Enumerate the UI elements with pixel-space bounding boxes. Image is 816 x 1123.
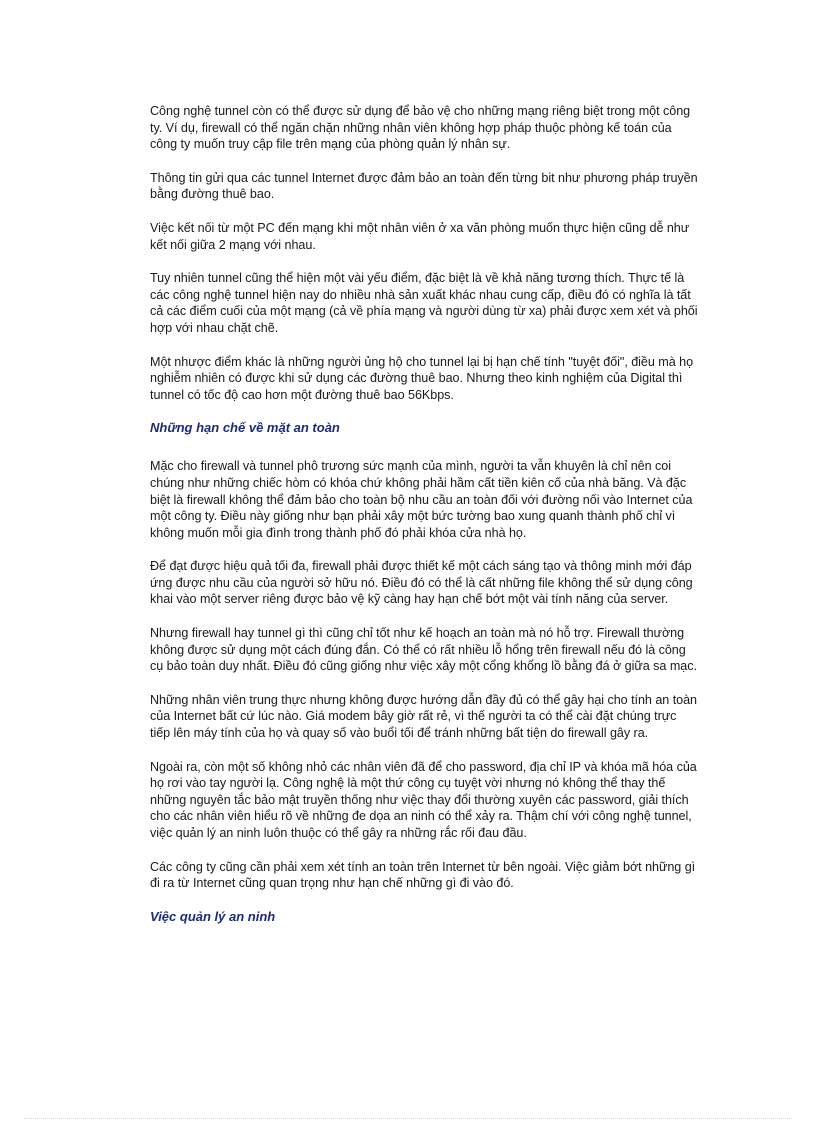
- paragraph-tunnel-weakness: Tuy nhiên tunnel cũng thể hiện một vài yếu điểm, đặc biệt là về khả năng tương thích. Thực tế là các công nghệ tunnel hiện nay do nhiều nhà sản xuất khác nhau cung cấp, điều đó có nghĩa là tất cả các điểm cuối của một mạng (cả về phía mạng và người dùng từ xa) phải được xem xét và phối hợp với nhau chặt chẽ.: [150, 271, 698, 335]
- paragraph-honest-employees: Những nhân viên trung thực nhưng không được hướng dẫn đầy đủ có thể gây hại cho tính an toàn của Internet bất cứ lúc nào. Giá modem bây giờ rất rẻ, vì thế người ta có thể cài đặt chúng trực tiếp lên máy tính của họ và quay số vào buổi tối để tránh những bất tiện do firewall gây ra.: [150, 692, 697, 741]
- document-page: [150, 103, 698, 947]
- paragraph-tunnel-bit-security: Thông tin gửi qua các tunnel Internet được đảm bảo an toàn đến từng bit như phương pháp truyền bằng đường thuê bao.: [150, 170, 698, 202]
- paragraph-outside-security: Các công ty cũng cần phải xem xét tính an toàn trên Internet từ bên ngoài. Việc giảm bớt những gì đi ra từ Internet cũng quan trọng như hạn chế những gì đi vào đó.: [150, 859, 696, 891]
- paragraph-remote-connection: Việc kết nối từ một PC đến mạng khi một nhân viên ở xa văn phòng muốn thực hiện cũng dễ như kết nối giữa 2 mạng với nhau.: [150, 220, 690, 252]
- paragraph-firewall-holes: Nhưng firewall hay tunnel gì thì cũng chỉ tốt như kế hoạch an toàn mà nó hỗ trợ. Firewall thường không được sử dụng một cách đúng đắn. Có thể có rất nhiều lỗ hổng trên firewall nếu đó là công cụ bảo toàn duy nhất. Điều đó cũng giống như việc xây một cổng khổng lồ bằng đá ở giữa sa mạc.: [150, 626, 697, 674]
- paragraph-firewall-strength: Mặc cho firewall và tunnel phô trương sức mạnh của mình, người ta vẫn khuyên là chỉ nên coi chúng như những chiếc hòm có khóa chứ không phải hầm cất tiền kiên cố của nhà băng. Và đặc biệt là firewall không thể đảm bảo cho toàn bộ nhu cầu an toàn đối với đường nối vào Internet của một công ty. Điều này giống như bạn phải xây một bức tường bao xung quanh thành phố chỉ vì không muốn mỗi gia đình trong thành phố đó phải khóa cửa nhà họ.: [150, 459, 693, 540]
- section-heading-security-management: Việc quản lý an ninh: [150, 908, 276, 924]
- paragraph-password-leaks: Ngoài ra, còn một số không nhỏ các nhân viên đã để cho password, địa chỉ IP và khóa mã hóa của họ rơi vào tay người lạ. Công nghệ là một thứ công cụ tuyệt vời nhưng nó không thể thay thế những nguyên tắc bảo mật truyền thống như việc thay đổi thường xuyên các password, giải thích cho các nhân viên hiểu rõ về những đe dọa an ninh có thể xảy ra. Thậm chí với công nghệ tunnel, việc quản lý an ninh luôn thuộc có thể gây ra những rắc rối đau đầu.: [150, 759, 697, 840]
- paragraph-firewall-design: Để đạt được hiệu quả tối đa, firewall phải được thiết kế một cách sáng tạo và thông minh mới đáp ứng được nhu cầu của người sở hữu nó. Điều đó có thể là cất những file không thể sử dụng công khai vào một server riêng được bảo vệ kỹ càng hay hạn chế bớt một vài tính năng của server.: [150, 559, 693, 607]
- paragraph-tunnel-drawback: Một nhược điểm khác là những người ủng hộ cho tunnel lại bị hạn chế tính "tuyệt đối", điều mà họ nghiễm nhiên có được khi sử dụng các đường thuê bao. Nhưng theo kinh nghiệm của Digital thì tunnel có tốc độ cao hơn một đường thuê bao 56Kbps.: [150, 354, 694, 402]
- section-heading-security-limits: Những hạn chế về mặt an toàn: [150, 420, 340, 436]
- page-bottom-rule: [24, 1118, 792, 1119]
- paragraph-tunnel-internal: Công nghệ tunnel còn có thể được sử dụng để bảo vệ cho những mạng riêng biệt trong một công ty. Ví dụ, firewall có thể ngăn chặn những nhân viên không hợp pháp thuộc phòng kế toán của công ty muốn truy cập file trên mạng của phòng quản lý nhân sự.: [150, 104, 691, 152]
